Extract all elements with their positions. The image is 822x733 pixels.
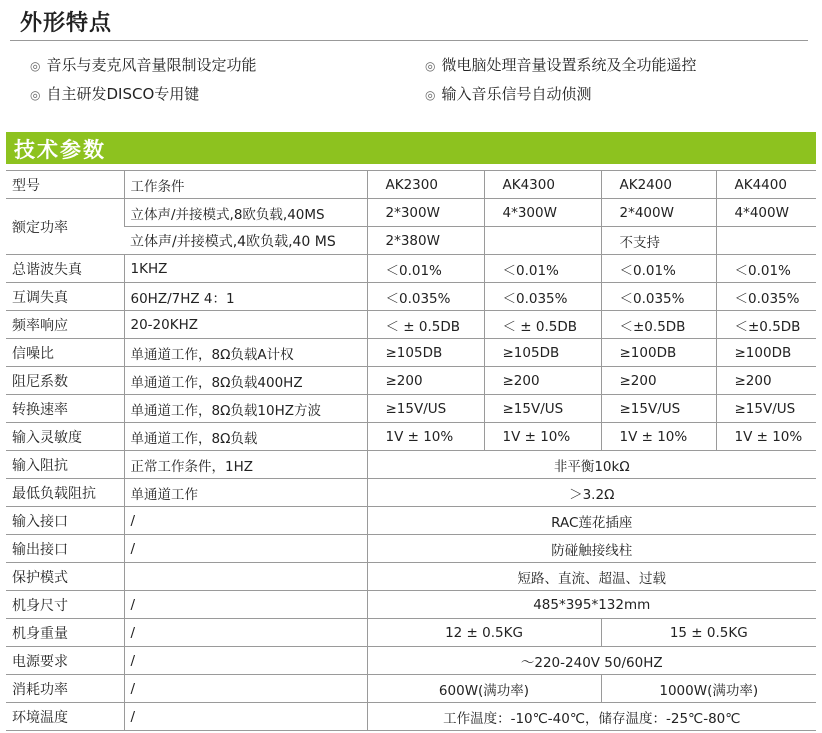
cell-value: ≥200 — [367, 367, 484, 395]
cell-condition: 单通道工作，8Ω负载A计权 — [124, 339, 367, 367]
cell-value: ＜0.01% — [716, 255, 816, 283]
cell-value: ≥100DB — [716, 339, 816, 367]
cell-condition: 工作条件 — [124, 171, 367, 199]
cell-label: 阻尼系数 — [6, 367, 124, 395]
feature-item: ◎ 自主研发DISCO专用键 — [30, 85, 200, 103]
bullet-icon: ◎ — [30, 88, 41, 102]
cell-value: ＜0.01% — [601, 255, 716, 283]
cell-value: ＜ ± 0.5DB — [484, 311, 601, 339]
cell-value: ～220-240V 50/60HZ — [367, 647, 816, 675]
cell-value: 1000W(满功率) — [601, 675, 816, 703]
cell-value: ＜±0.5DB — [601, 311, 716, 339]
table-row — [6, 703, 816, 731]
cell-label: 输入接口 — [6, 507, 124, 535]
tech-header-bar — [6, 132, 816, 164]
cell-value: 1V ± 10% — [601, 423, 716, 451]
cell-value: RAC莲花插座 — [367, 507, 816, 535]
cell-value: 4*400W — [716, 199, 816, 227]
cell-label: 总谐波失真 — [6, 255, 124, 283]
cell-condition: 1KHZ — [124, 255, 367, 283]
cell-label: 机身重量 — [6, 619, 124, 647]
cell-condition: 20-20KHZ — [124, 311, 367, 339]
cell-label: 消耗功率 — [6, 675, 124, 703]
cell-value: ≥105DB — [484, 339, 601, 367]
cell-condition: 单通道工作 — [124, 479, 367, 507]
table-row — [6, 255, 816, 283]
cell-value: ＜0.01% — [367, 255, 484, 283]
cell-condition: 立体声/并接模式,4欧负载,40 MS — [124, 227, 367, 255]
cell-value: 非平衡10kΩ — [367, 451, 816, 479]
table-row — [6, 507, 816, 535]
model-ak4300: AK4300 — [484, 171, 601, 199]
table-row — [6, 535, 816, 563]
table-row — [6, 339, 816, 367]
title-divider — [10, 40, 808, 41]
cell-value: ≥200 — [484, 367, 601, 395]
cell-condition: 60HZ/7HZ 4：1 — [124, 283, 367, 311]
feature-item: ◎ 输入音乐信号自动侦测 — [425, 85, 592, 103]
tech-title: 技术参数 — [14, 138, 106, 162]
cell-label: 输入灵敏度 — [6, 423, 124, 451]
cell-value: ≥15V/US — [601, 395, 716, 423]
cell-label: 转换速率 — [6, 395, 124, 423]
table-header-row — [6, 171, 816, 199]
table-row — [6, 591, 816, 619]
cell-label: 频率响应 — [6, 311, 124, 339]
cell-value — [484, 227, 601, 255]
cell-value: 1V ± 10% — [484, 423, 601, 451]
table-row — [6, 479, 816, 507]
cell-label: 型号 — [6, 171, 124, 199]
cell-condition: 单通道工作，8Ω负载 — [124, 423, 367, 451]
cell-condition: / — [124, 591, 367, 619]
cell-label: 输出接口 — [6, 535, 124, 563]
table-row — [6, 563, 816, 591]
cell-value: 12 ± 0.5KG — [367, 619, 601, 647]
table-row — [6, 619, 816, 647]
cell-value: 2*300W — [367, 199, 484, 227]
cell-value: ＜0.01% — [484, 255, 601, 283]
cell-condition: / — [124, 535, 367, 563]
cell-value: 1V ± 10% — [716, 423, 816, 451]
cell-value: 485*395*132mm — [367, 591, 816, 619]
cell-label: 信噪比 — [6, 339, 124, 367]
bullet-icon: ◎ — [30, 59, 41, 73]
cell-label: 保护模式 — [6, 563, 124, 591]
cell-value: 短路、直流、超温、过载 — [367, 563, 816, 591]
table-row — [6, 451, 816, 479]
table-row — [6, 367, 816, 395]
model-ak2300: AK2300 — [367, 171, 484, 199]
cell-value: ＜ ± 0.5DB — [367, 311, 484, 339]
cell-value: 600W(满功率) — [367, 675, 601, 703]
cell-value: ≥15V/US — [484, 395, 601, 423]
cell-condition — [124, 563, 367, 591]
cell-condition: / — [124, 619, 367, 647]
cell-label: 环境温度 — [6, 703, 124, 731]
cell-condition: 正常工作条件，1HZ — [124, 451, 367, 479]
cell-value: ＜0.035% — [484, 283, 601, 311]
cell-value: 2*400W — [601, 199, 716, 227]
table-row — [6, 227, 816, 255]
cell-condition: / — [124, 507, 367, 535]
cell-value: 防碰触接线柱 — [367, 535, 816, 563]
bullet-icon: ◎ — [425, 59, 436, 73]
table-row — [6, 423, 816, 451]
cell-condition: / — [124, 647, 367, 675]
model-ak2400: AK2400 — [601, 171, 716, 199]
cell-value: ＜0.035% — [716, 283, 816, 311]
cell-condition: / — [124, 703, 367, 731]
cell-value: 工作温度：-10℃-40℃，储存温度：-25℃-80℃ — [367, 703, 816, 731]
cell-label: 额定功率 — [6, 199, 124, 255]
cell-value: 4*300W — [484, 199, 601, 227]
table-row — [6, 647, 816, 675]
cell-value: 2*380W — [367, 227, 484, 255]
cell-value: ≥15V/US — [716, 395, 816, 423]
spec-table — [6, 170, 816, 731]
cell-value: ≥15V/US — [367, 395, 484, 423]
features-title: 外形特点 — [20, 11, 113, 36]
cell-condition: 单通道工作，8Ω负载400HZ — [124, 367, 367, 395]
cell-value: ≥105DB — [367, 339, 484, 367]
cell-condition: 单通道工作，8Ω负载10HZ方波 — [124, 395, 367, 423]
cell-value: 1V ± 10% — [367, 423, 484, 451]
cell-value: ≥200 — [716, 367, 816, 395]
cell-condition: 立体声/并接模式,8欧负载,40MS — [124, 199, 367, 227]
cell-value: 不支持 — [601, 227, 716, 255]
cell-value: ＜0.035% — [601, 283, 716, 311]
model-ak4400: AK4400 — [716, 171, 816, 199]
cell-value — [716, 227, 816, 255]
table-row — [6, 395, 816, 423]
cell-label: 机身尺寸 — [6, 591, 124, 619]
table-row — [6, 311, 816, 339]
cell-label: 最低负载阻抗 — [6, 479, 124, 507]
cell-value: 15 ± 0.5KG — [601, 619, 816, 647]
cell-value: ≥100DB — [601, 339, 716, 367]
cell-condition: / — [124, 675, 367, 703]
table-row — [6, 675, 816, 703]
cell-value: ＜±0.5DB — [716, 311, 816, 339]
cell-label: 输入阻抗 — [6, 451, 124, 479]
table-row — [6, 283, 816, 311]
feature-item: ◎ 音乐与麦克风音量限制设定功能 — [30, 56, 257, 74]
cell-value: ＞3.2Ω — [367, 479, 816, 507]
table-row — [6, 199, 816, 227]
cell-label: 互调失真 — [6, 283, 124, 311]
features-list — [30, 54, 810, 106]
cell-value: ≥200 — [601, 367, 716, 395]
bullet-icon: ◎ — [425, 88, 436, 102]
cell-label: 电源要求 — [6, 647, 124, 675]
cell-value: ＜0.035% — [367, 283, 484, 311]
feature-item: ◎ 微电脑处理音量设置系统及全功能遥控 — [425, 56, 697, 74]
